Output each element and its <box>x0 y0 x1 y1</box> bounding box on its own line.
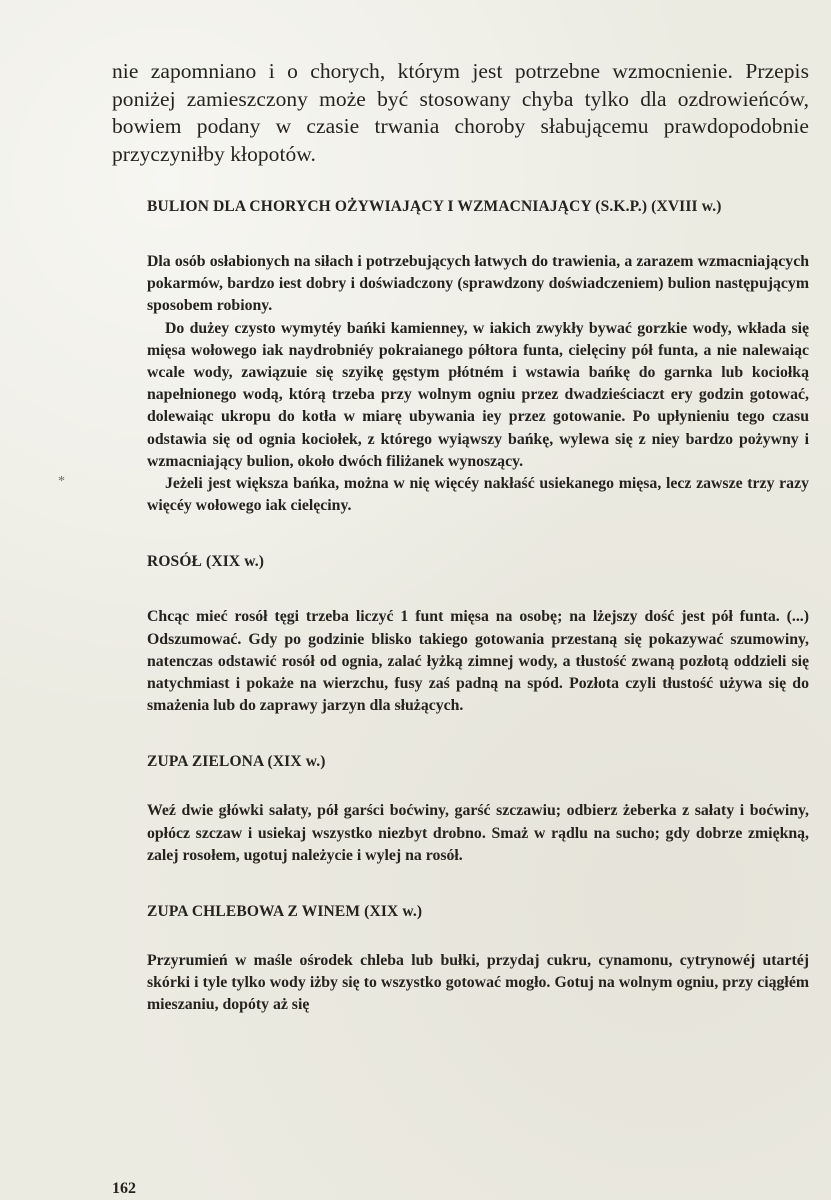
recipe-body <box>112 950 809 1017</box>
recipe-paragraph: Chcąc mieć rosół tęgi trzeba liczyć 1 funt mięsa na osobę; na lżejszy dość jest pół funta. (...) Odszumować. Gdy po godzinie blisko takiego gotowania przestaną się pokazywać szumowiny, natenczas odstawić rosół od ognia, zalać łyżką zimnej wody, a tłustość zwaną pozłotą oddzieli się natychmiast i pokaże na wierzchu, fusy zaś padną na spód. Pozłota czyli tłustość używa się do smażenia lub do zaprawy jarzyn dla służących. <box>147 608 809 715</box>
recipe-body <box>112 251 809 517</box>
recipe-title: BULION DLA CHORYCH OŻYWIAJĄCY I WZMACNIAJĄCY (S.K.P.) (XVIII w.) <box>147 198 722 215</box>
recipe-paragraph: Dla osób osłabionych na siłach i potrzebujących łatwych do trawienia, a zarazem wzmacniających pokarmów, bardzo iest dobry i doświadczony (sprawdzony doświadczeniem) bulion następującym sposobem robiony. <box>147 253 809 315</box>
recipe-paragraph: Do dużey czysto wymytéy bańki kamienney, w iakich zwykły bywać gorzkie wody, wkłada się mięsa wołowego iak naydrobniéy pokraianego półtora funta, cielęciny pół funta, a nie nalewaiąc wcale wody, zawiązuie się szyikę gęstym płótném i wstawia bańkę do garnka lub kociołką napełnionego wodą, którą trzeba przy wolnym ogniu przez dwadzieściaczt ery godzin gotować, dolewaiąc ukropu do kotła w miarę ubywania iey przez gotowanie. Po upłynieniu tego czasu odstawia się od ognia kociołek, z którego wyiąwszy bańkę, wylewa się z niey bardzo pożywny i wzmacniający bulion, około dwóch filiżanek wynoszący. <box>147 319 809 470</box>
recipe-title: ZUPA ZIELONA (XIX w.) <box>147 753 326 771</box>
recipe-title: ROSÓŁ (XIX w.) <box>147 553 265 571</box>
recipe-paragraph: Przyrumień w maśle ośrodek chleba lub bułki, przydaj cukru, cynamonu, cytrynowéj utartéj skórki i tyle tylko wody iżby się to wszystko gotować mogło. Gotuj na wolnym ogniu, przy ciągłém mieszaniu, dopóty aż się <box>147 952 809 1014</box>
recipe-paragraph: Jeżeli jest większa bańka, można w nię więcéy nakłaść usiekanego mięsa, lecz zawsze trzy razy więcéy wołowego iak cielęciny. <box>147 475 809 515</box>
recipe-title: ZUPA CHLEBOWA Z WINEM (XIX w.) <box>147 903 423 921</box>
recipe-body <box>112 606 809 717</box>
margin-mark: * <box>58 474 65 489</box>
recipe-paragraph: Weź dwie główki sałaty, pół garści boćwiny, garść szczawiu; odbierz żeberka z sałaty i boćwiny, opłócz szczaw i usiekaj wszystko niezbyt drobno. Smaż w rądlu na sucho; gdy dobrze zmiękną, zalej rosołem, ugotuj należycie i wylej na rosół. <box>147 802 809 864</box>
intro-paragraph: nie zapomniano i o chorych, którym jest potrzebne wzmocnienie. Przepis poniżej zamieszczony może być stosowany chyba tylko dla ozdrowieńców, bowiem podany w czasie trwania choroby słabującemu prawdopodobnie przyczyniłby kłopotów. <box>112 59 809 166</box>
recipe-body <box>112 800 809 867</box>
page-number: 162 <box>112 1180 136 1197</box>
